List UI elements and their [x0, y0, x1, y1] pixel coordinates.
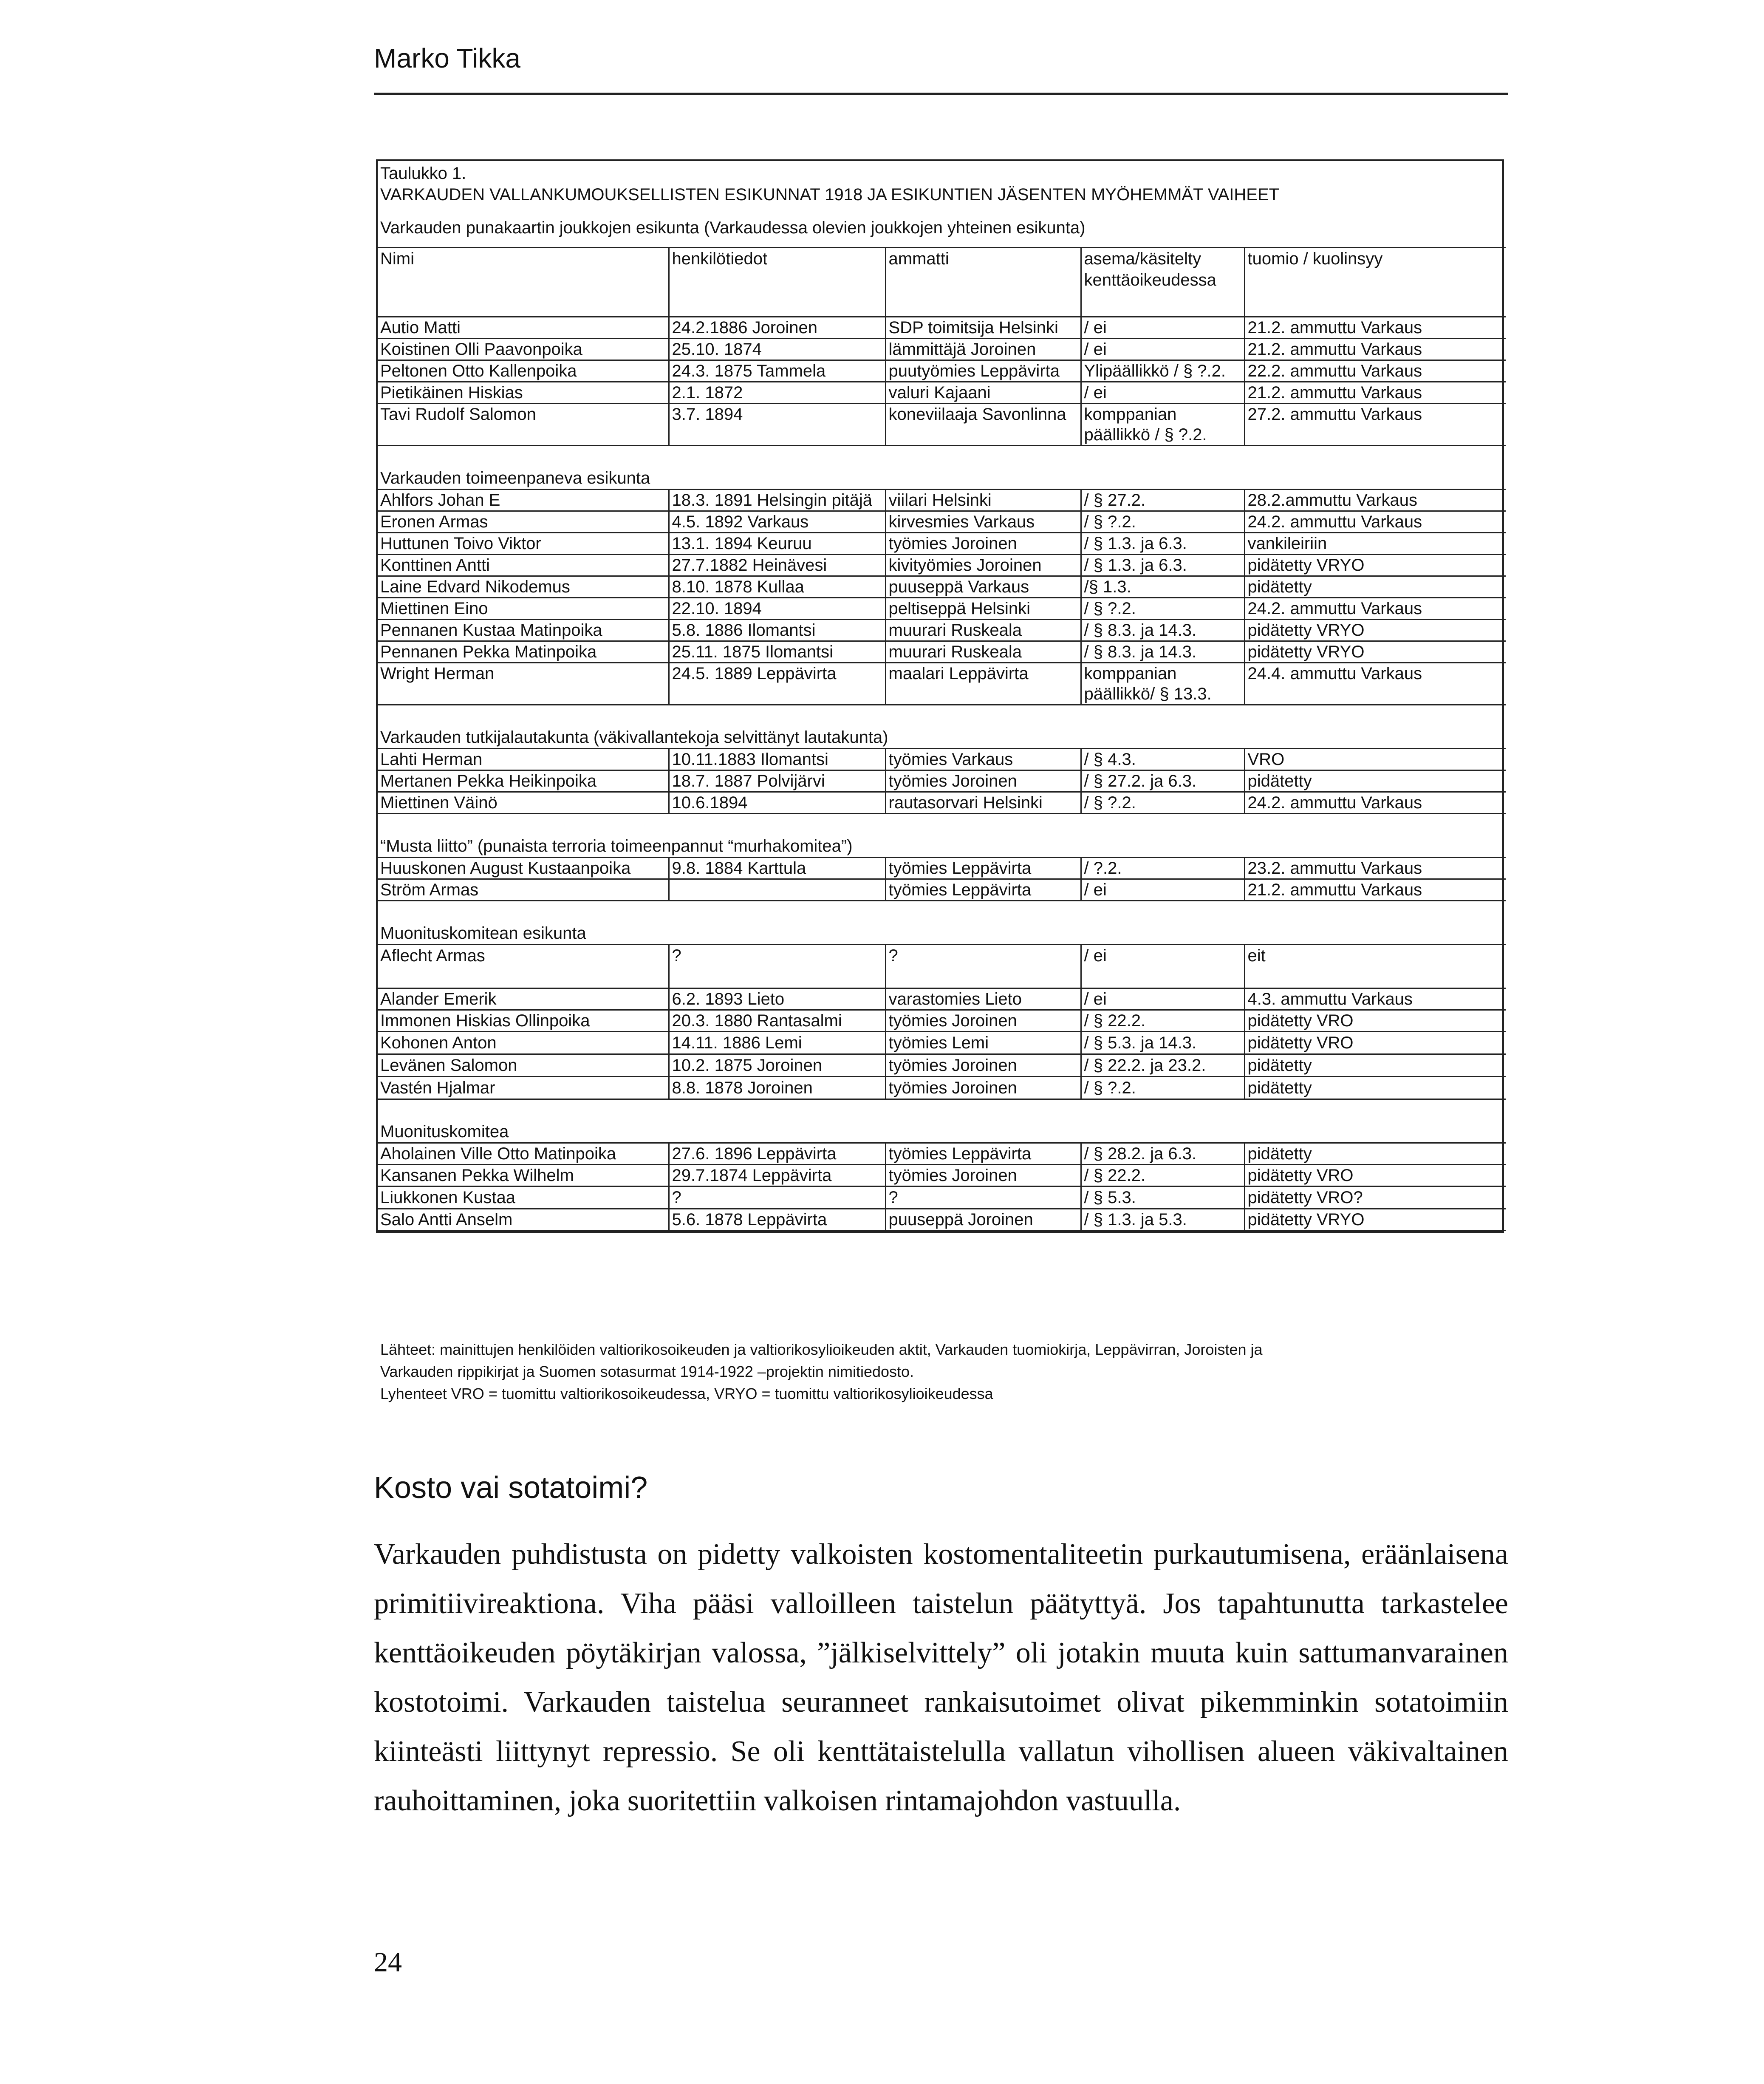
cell-personal-data: 10.2. 1875 Joroinen [669, 1054, 885, 1077]
section-title-row [378, 722, 1506, 749]
cell-verdict: 24.2. ammuttu Varkaus [1244, 598, 1506, 620]
section-title-row [378, 831, 1506, 858]
cell-position: / ei [1081, 945, 1244, 988]
cell-occupation: kivityömies Joroinen [885, 555, 1081, 576]
cell-verdict: pidätetty VRYO [1244, 555, 1506, 576]
cell-occupation: työmies Leppävirta [885, 858, 1081, 879]
table-row [378, 490, 1506, 511]
cell-verdict: 21.2. ammuttu Varkaus [1244, 317, 1506, 339]
table-row [378, 1077, 1506, 1099]
cell-verdict: 21.2. ammuttu Varkaus [1244, 879, 1506, 901]
table-row [378, 663, 1506, 705]
cell-name: Miettinen Väinö [378, 792, 669, 814]
cell-position: /§ 1.3. [1081, 576, 1244, 598]
cell-personal-data: 24.3. 1875 Tammela [669, 360, 885, 382]
section-title: Muonituskomitea [378, 1117, 1506, 1143]
section-title: Varkauden toimeenpaneva esikunta [378, 463, 1506, 490]
cell-personal-data: 10.11.1883 Ilomantsi [669, 749, 885, 770]
column-header-personal-data: henkilötiedot [669, 248, 885, 317]
cell-occupation: kirvesmies Varkaus [885, 511, 1081, 533]
table-label: Taulukko 1. [380, 164, 466, 183]
section-spacer [378, 901, 1506, 919]
cell-name: Tavi Rudolf Salomon [378, 404, 669, 446]
cell-occupation: puuseppä Joroinen [885, 1209, 1081, 1231]
cell-position: Ylipäällikkö / § ?.2. [1081, 360, 1244, 382]
cell-name: Ström Armas [378, 879, 669, 901]
page-number: 24 [374, 1947, 402, 1978]
table-header-row [378, 248, 1506, 317]
cell-position: / § 27.2. [1081, 490, 1244, 511]
column-header-name: Nimi [378, 248, 669, 317]
cell-name: Liukkonen Kustaa [378, 1186, 669, 1209]
cell-verdict: 24.2. ammuttu Varkaus [1244, 792, 1506, 814]
cell-personal-data: 18.7. 1887 Polvijärvi [669, 770, 885, 792]
cell-occupation: ? [885, 1186, 1081, 1209]
cell-personal-data: 8.8. 1878 Joroinen [669, 1077, 885, 1099]
cell-occupation: koneviilaaja Savonlinna [885, 404, 1081, 446]
cell-verdict: pidätetty VRYO [1244, 641, 1506, 663]
cell-occupation: lämmittäjä Joroinen [885, 339, 1081, 360]
cell-verdict: 27.2. ammuttu Varkaus [1244, 404, 1506, 446]
cell-personal-data: 14.11. 1886 Lemi [669, 1032, 885, 1054]
section-heading: Kosto vai sotatoimi? [374, 1471, 648, 1505]
table-row [378, 792, 1506, 814]
spacer-cell [378, 446, 1506, 464]
cell-position: / § 5.3. ja 14.3. [1081, 1032, 1244, 1054]
cell-verdict: 21.2. ammuttu Varkaus [1244, 382, 1506, 404]
abbreviations-line: Lyhenteet VRO = tuomittu valtiorikosoikeudessa, VRYO = tuomittu valtiorikosylioikeudessa [380, 1385, 993, 1402]
cell-occupation: varastomies Lieto [885, 988, 1081, 1010]
cell-position: / ei [1081, 988, 1244, 1010]
table-row [378, 620, 1506, 641]
header-rule [374, 93, 1508, 95]
section-title: Muonituskomitean esikunta [378, 918, 1506, 945]
cell-personal-data: 25.10. 1874 [669, 339, 885, 360]
cell-position: / § 27.2. ja 6.3. [1081, 770, 1244, 792]
cell-name: Vastén Hjalmar [378, 1077, 669, 1099]
cell-position: / § 8.3. ja 14.3. [1081, 620, 1244, 641]
cell-personal-data: 22.10. 1894 [669, 598, 885, 620]
cell-position: / § 22.2. ja 23.2. [1081, 1054, 1244, 1077]
cell-position: / ei [1081, 339, 1244, 360]
table-row [378, 511, 1506, 533]
cell-verdict: pidätetty [1244, 1054, 1506, 1077]
table-row [378, 1032, 1506, 1054]
cell-personal-data: 8.10. 1878 Kullaa [669, 576, 885, 598]
body-paragraph: Varkauden puhdistusta on pidetty valkoisten kostomentaliteetin purkautumisena, eräänlaisena primitiivireaktiona. Viha pääsi valloilleen taistelun päätyttyä. Jos tapahtunutta tarkastelee kenttäoikeuden pöytäkirjan valossa, ”jälkiselvittely” oli jotakin muuta kuin sattumanvarainen kostotoimi. Varkauden taistelua seuranneet rankaisutoimet olivat pikemminkin sotatoimiin kiinteästi liittynyt repressio. Se oli kenttätaistelulla vallatun vihollisen alueen väkivaltainen rauhoittaminen, joka suoritettiin valkoisen rintamajohdon vastuulla. [374, 1538, 1508, 1817]
cell-personal-data: 10.6.1894 [669, 792, 885, 814]
cell-occupation: maalari Leppävirta [885, 663, 1081, 705]
cell-verdict: pidätetty VRYO [1244, 1209, 1506, 1231]
table-row [378, 533, 1506, 555]
cell-occupation: SDP toimitsija Helsinki [885, 317, 1081, 339]
cell-occupation: puuseppä Varkaus [885, 576, 1081, 598]
cell-name: Salo Antti Anselm [378, 1209, 669, 1231]
table-row [378, 576, 1506, 598]
cell-occupation: muurari Ruskeala [885, 620, 1081, 641]
staff-table [378, 247, 1506, 1231]
sources-line: Varkauden rippikirjat ja Suomen sotasurmat 1914-1922 –projektin nimitiedosto. [380, 1363, 914, 1380]
cell-occupation: työmies Joroinen [885, 1165, 1081, 1186]
cell-personal-data: 27.7.1882 Heinävesi [669, 555, 885, 576]
table-row [378, 1010, 1506, 1032]
cell-occupation: työmies Varkaus [885, 749, 1081, 770]
section-spacer [378, 814, 1506, 832]
cell-position: / § 1.3. ja 6.3. [1081, 555, 1244, 576]
cell-name: Wright Herman [378, 663, 669, 705]
cell-name: Laine Edvard Nikodemus [378, 576, 669, 598]
cell-verdict: 22.2. ammuttu Varkaus [1244, 360, 1506, 382]
cell-occupation: viilari Helsinki [885, 490, 1081, 511]
cell-occupation: ? [885, 945, 1081, 988]
cell-verdict: 23.2. ammuttu Varkaus [1244, 858, 1506, 879]
cell-personal-data: 6.2. 1893 Lieto [669, 988, 885, 1010]
spacer-cell [378, 901, 1506, 919]
cell-personal-data: 4.5. 1892 Varkaus [669, 511, 885, 533]
cell-verdict: 24.4. ammuttu Varkaus [1244, 663, 1506, 705]
cell-name: Aholainen Ville Otto Matinpoika [378, 1143, 669, 1165]
table-row [378, 339, 1506, 360]
cell-name: Alander Emerik [378, 988, 669, 1010]
cell-occupation: työmies Joroinen [885, 1010, 1081, 1032]
cell-occupation: valuri Kajaani [885, 382, 1081, 404]
cell-occupation: työmies Joroinen [885, 533, 1081, 555]
cell-name: Huttunen Toivo Viktor [378, 533, 669, 555]
cell-name: Pennanen Kustaa Matinpoika [378, 620, 669, 641]
table-row [378, 770, 1506, 792]
table-row [378, 1143, 1506, 1165]
column-header-position: asema/käsitelty kenttäoikeudessa [1081, 248, 1244, 317]
cell-name: Huuskonen August Kustaanpoika [378, 858, 669, 879]
table-row [378, 1209, 1506, 1231]
cell-position: komppanian päällikkö / § ?.2. [1081, 404, 1244, 446]
cell-position: / ei [1081, 317, 1244, 339]
cell-name: Levänen Salomon [378, 1054, 669, 1077]
cell-position: / ei [1081, 382, 1244, 404]
cell-name: Eronen Armas [378, 511, 669, 533]
cell-occupation: puutyömies Leppävirta [885, 360, 1081, 382]
cell-position: / § ?.2. [1081, 792, 1244, 814]
spacer-cell [378, 814, 1506, 832]
table-row [378, 1186, 1506, 1209]
cell-name: Autio Matti [378, 317, 669, 339]
cell-name: Kohonen Anton [378, 1032, 669, 1054]
cell-position: / ?.2. [1081, 858, 1244, 879]
section-title-row [378, 463, 1506, 490]
section-spacer [378, 705, 1506, 723]
cell-name: Kansanen Pekka Wilhelm [378, 1165, 669, 1186]
cell-verdict: pidätetty VRO [1244, 1032, 1506, 1054]
cell-personal-data: 5.6. 1878 Leppävirta [669, 1209, 885, 1231]
table-title: VARKAUDEN VALLANKUMOUKSELLISTEN ESIKUNNAT 1918 JA ESIKUNTIEN JÄSENTEN MYÖHEMMÄT VAIHEET [380, 185, 1280, 204]
cell-name: Pietikäinen Hiskias [378, 382, 669, 404]
cell-name: Peltonen Otto Kallenpoika [378, 360, 669, 382]
cell-personal-data: 27.6. 1896 Leppävirta [669, 1143, 885, 1165]
cell-personal-data: 9.8. 1884 Karttula [669, 858, 885, 879]
cell-position: / § 22.2. [1081, 1165, 1244, 1186]
cell-occupation: työmies Joroinen [885, 1054, 1081, 1077]
sources-line: Lähteet: mainittujen henkilöiden valtiorikosoikeuden ja valtiorikosylioikeuden aktit, Varkauden tuomiokirja, Leppävirran, Joroisten ja [380, 1341, 1263, 1358]
spacer-cell [378, 1099, 1506, 1117]
spacer-cell [378, 705, 1506, 723]
cell-position: / § 28.2. ja 6.3. [1081, 1143, 1244, 1165]
cell-personal-data: 3.7. 1894 [669, 404, 885, 446]
cell-personal-data: 20.3. 1880 Rantasalmi [669, 1010, 885, 1032]
cell-verdict: pidätetty VRO [1244, 1010, 1506, 1032]
cell-name: Immonen Hiskias Ollinpoika [378, 1010, 669, 1032]
table-row [378, 382, 1506, 404]
cell-position: / § ?.2. [1081, 1077, 1244, 1099]
section-title: “Musta liitto” (punaista terroria toimeenpannut “murhakomitea”) [378, 831, 1506, 858]
table-row [378, 1165, 1506, 1186]
table-row [378, 858, 1506, 879]
table-row [378, 317, 1506, 339]
cell-verdict: pidätetty [1244, 576, 1506, 598]
cell-occupation: työmies Lemi [885, 1032, 1081, 1054]
cell-personal-data: 13.1. 1894 Keuruu [669, 533, 885, 555]
staff-table-body [378, 248, 1506, 1231]
table-row [378, 404, 1506, 446]
cell-name: Aflecht Armas [378, 945, 669, 988]
cell-name: Mertanen Pekka Heikinpoika [378, 770, 669, 792]
cell-occupation: työmies Joroinen [885, 770, 1081, 792]
cell-personal-data: ? [669, 1186, 885, 1209]
cell-position: / § 5.3. [1081, 1186, 1244, 1209]
cell-verdict: pidätetty VRO? [1244, 1186, 1506, 1209]
section-title: Varkauden tutkijalautakunta (väkivallantekoja selvittänyt lautakunta) [378, 722, 1506, 749]
table-row [378, 555, 1506, 576]
cell-verdict: pidätetty VRO [1244, 1165, 1506, 1186]
cell-name: Konttinen Antti [378, 555, 669, 576]
cell-position: / § 22.2. [1081, 1010, 1244, 1032]
table-row [378, 945, 1506, 988]
cell-occupation: työmies Leppävirta [885, 1143, 1081, 1165]
cell-occupation: muurari Ruskeala [885, 641, 1081, 663]
cell-personal-data: 25.11. 1875 Ilomantsi [669, 641, 885, 663]
table-row [378, 988, 1506, 1010]
column-header-occupation: ammatti [885, 248, 1081, 317]
section-spacer [378, 1099, 1506, 1117]
cell-position: / § 4.3. [1081, 749, 1244, 770]
cell-personal-data: 24.2.1886 Joroinen [669, 317, 885, 339]
table-row [378, 360, 1506, 382]
cell-occupation: työmies Leppävirta [885, 879, 1081, 901]
cell-position: / § 1.3. ja 5.3. [1081, 1209, 1244, 1231]
cell-verdict: pidätetty [1244, 1143, 1506, 1165]
table-row [378, 598, 1506, 620]
cell-personal-data: 2.1. 1872 [669, 382, 885, 404]
cell-name: Lahti Herman [378, 749, 669, 770]
cell-occupation: työmies Joroinen [885, 1077, 1081, 1099]
cell-personal-data: 5.8. 1886 Ilomantsi [669, 620, 885, 641]
cell-name: Koistinen Olli Paavonpoika [378, 339, 669, 360]
table-row [378, 1054, 1506, 1077]
cell-verdict: pidätetty VRYO [1244, 620, 1506, 641]
cell-verdict: pidätetty [1244, 770, 1506, 792]
cell-position: / ei [1081, 879, 1244, 901]
cell-personal-data: ? [669, 945, 885, 988]
table-row [378, 879, 1506, 901]
column-header-verdict: tuomio / kuolinsyy [1244, 248, 1506, 317]
cell-verdict: 4.3. ammuttu Varkaus [1244, 988, 1506, 1010]
section-spacer [378, 446, 1506, 464]
cell-position: / § 8.3. ja 14.3. [1081, 641, 1244, 663]
cell-position: / § ?.2. [1081, 598, 1244, 620]
cell-verdict: VRO [1244, 749, 1506, 770]
cell-position: / § ?.2. [1081, 511, 1244, 533]
cell-position: komppanian päällikkö/ § 13.3. [1081, 663, 1244, 705]
table-subtitle: Varkauden punakaartin joukkojen esikunta (Varkaudessa olevien joukkojen yhteinen esikunta) [380, 218, 1086, 237]
section-title-row [378, 918, 1506, 945]
cell-verdict: eit [1244, 945, 1506, 988]
cell-position: / § 1.3. ja 6.3. [1081, 533, 1244, 555]
section-title-row [378, 1117, 1506, 1143]
cell-personal-data: 24.5. 1889 Leppävirta [669, 663, 885, 705]
cell-personal-data: 18.3. 1891 Helsingin pitäjä [669, 490, 885, 511]
cell-name: Pennanen Pekka Matinpoika [378, 641, 669, 663]
running-header-author: Marko Tikka [374, 43, 520, 74]
cell-name: Miettinen Eino [378, 598, 669, 620]
cell-personal-data [669, 879, 885, 901]
cell-verdict: vankileiriin [1244, 533, 1506, 555]
cell-verdict: pidätetty [1244, 1077, 1506, 1099]
cell-verdict: 21.2. ammuttu Varkaus [1244, 339, 1506, 360]
cell-personal-data: 29.7.1874 Leppävirta [669, 1165, 885, 1186]
cell-name: Ahlfors Johan E [378, 490, 669, 511]
cell-occupation: rautasorvari Helsinki [885, 792, 1081, 814]
table-row [378, 749, 1506, 770]
cell-verdict: 28.2.ammuttu Varkaus [1244, 490, 1506, 511]
table-sources-note [380, 1339, 1502, 1405]
cell-verdict: 24.2. ammuttu Varkaus [1244, 511, 1506, 533]
table-row [378, 641, 1506, 663]
cell-occupation: peltiseppä Helsinki [885, 598, 1081, 620]
table-1 [376, 159, 1504, 1233]
